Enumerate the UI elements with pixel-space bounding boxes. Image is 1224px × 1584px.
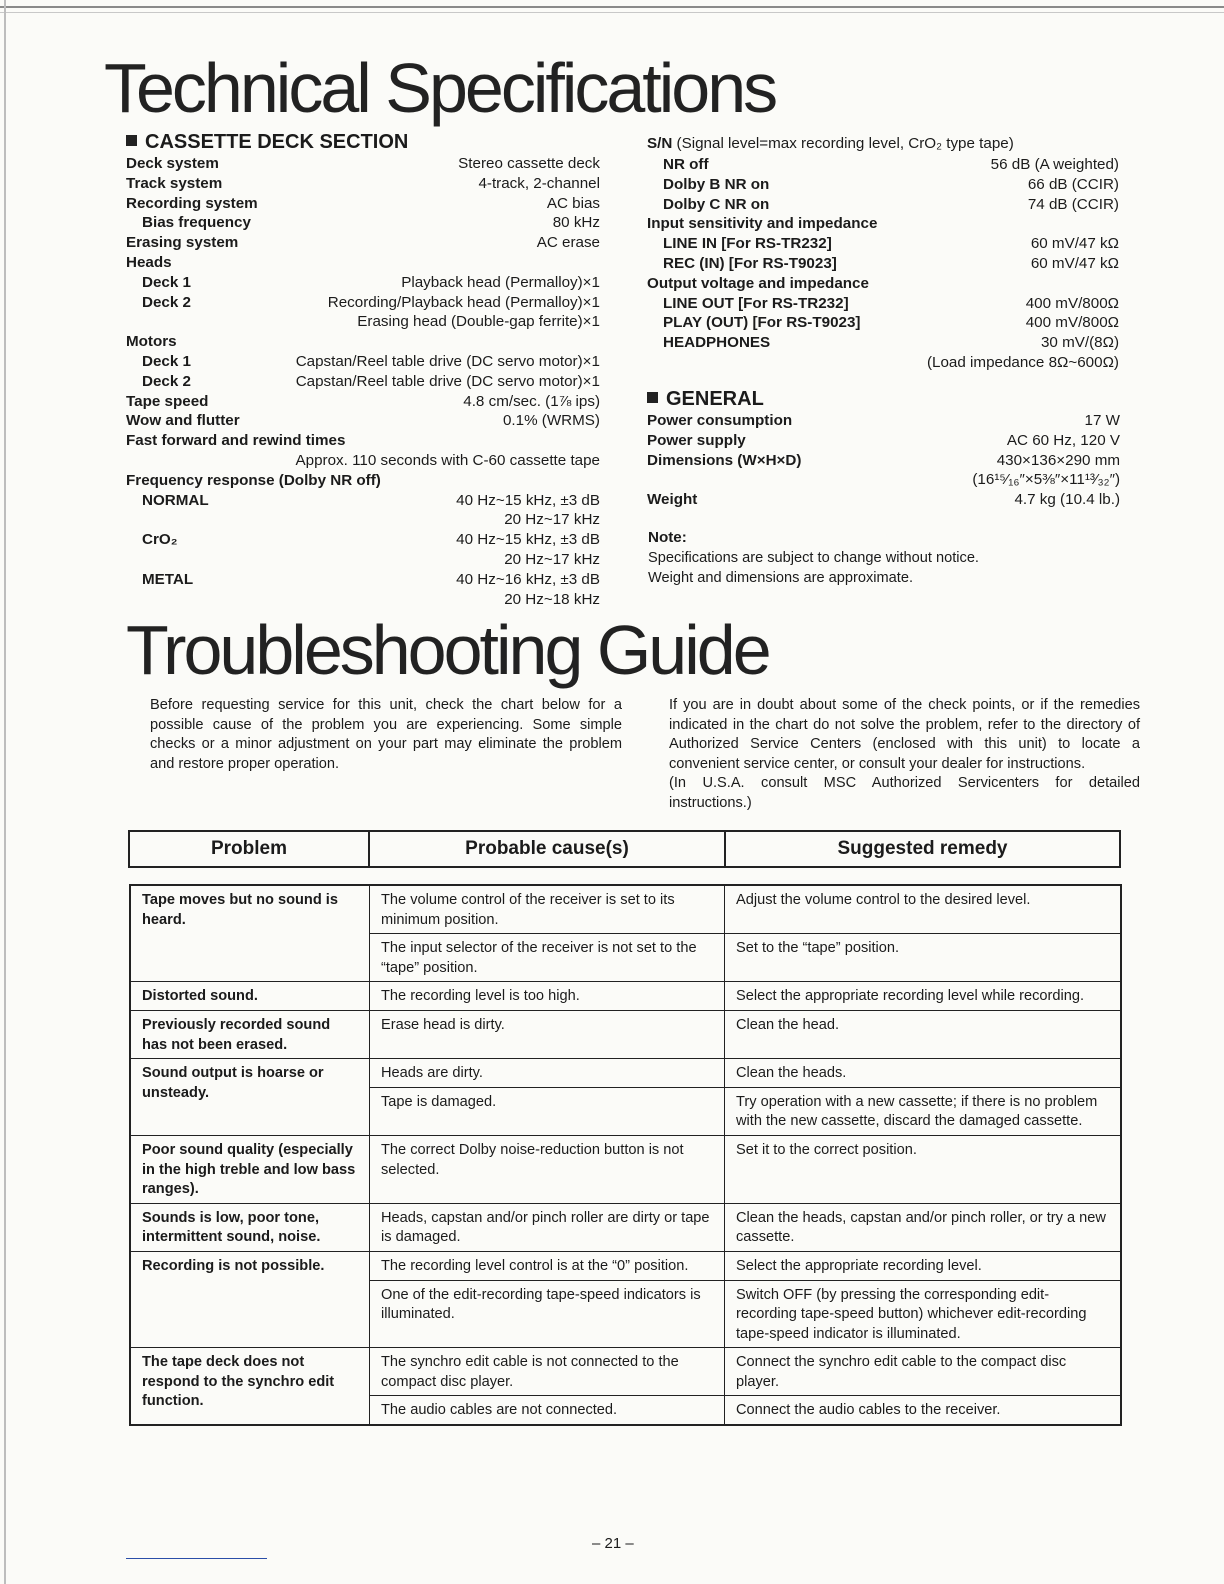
intro-left: Before requesting service for this unit, check the chart below for a possible cause of the problem you are experiencing. Some simple checks or a minor adjustment on your part may eliminate the problem and restore proper operation. <box>150 697 622 772</box>
spec-value: 430×136×290 mm <box>996 451 1120 469</box>
note-line: Weight and dimensions are approximate. <box>648 569 913 586</box>
cause-cell: One of the edit-recording tape-speed indicators is illuminated. <box>370 1280 725 1348</box>
spec-value: AC bias <box>546 194 600 212</box>
spec-label: Wow and flutter <box>126 412 240 430</box>
spec-value: 40 Hz~15 kHz, ±3 dB <box>456 531 600 549</box>
table-row <box>130 1059 1121 1088</box>
cause-cell: The recording level control is at the “0” position. <box>370 1251 725 1280</box>
spec-label: CrO₂ <box>142 531 178 549</box>
spec-value: 4.7 kg (10.4 lb.) <box>1014 491 1120 509</box>
spec-row <box>126 550 600 570</box>
intro-right-note: (In U.S.A. consult MSC Authorized Servicenters for detailed instructions.) <box>669 775 1140 811</box>
spec-label: Dolby B NR on <box>663 175 770 193</box>
remedy-cell: Clean the heads. <box>725 1059 1122 1088</box>
spec-label: Power consumption <box>647 412 793 429</box>
spec-value: Capstan/Reel table drive (DC servo motor)×1 <box>295 352 600 370</box>
spec-value: (Load impedance 8Ω~600Ω) <box>926 353 1119 371</box>
header-cause: Probable cause(s) <box>369 831 725 867</box>
spec-row <box>126 510 600 530</box>
spec-value: 40 Hz~15 kHz, ±3 dB <box>456 491 600 509</box>
spec-label: NORMAL <box>142 491 209 509</box>
spec-row <box>126 273 600 293</box>
spec-value: 400 mV/800Ω <box>1025 314 1119 332</box>
spec-row <box>126 233 600 253</box>
problem-cell: Tape moves but no sound is heard. <box>130 885 370 982</box>
spec-value: 80 kHz <box>552 214 600 232</box>
spec-row <box>126 491 600 511</box>
page-edge <box>4 0 6 1584</box>
remedy-cell: Connect the audio cables to the receiver. <box>725 1396 1122 1425</box>
spec-title: Technical Specifications <box>104 49 776 127</box>
square-bullet-icon <box>126 135 137 146</box>
spec-label: Deck 1 <box>142 352 191 370</box>
remedy-cell: Connect the synchro edit cable to the compact disc player. <box>725 1348 1122 1396</box>
spec-value: Stereo cassette deck <box>458 155 600 172</box>
note-line: Specifications are subject to change without notice. <box>648 550 979 566</box>
spec-row <box>647 411 1120 431</box>
spec-row <box>647 175 1119 195</box>
problem-cell: Recording is not possible. <box>130 1251 370 1347</box>
remedy-cell: Select the appropriate recording level. <box>725 1251 1122 1280</box>
spec-label: Deck 2 <box>142 372 191 390</box>
spec-value: 400 mV/800Ω <box>1025 294 1119 312</box>
spec-label: Dimensions (W×H×D) <box>647 451 802 469</box>
spec-value: 20 Hz~17 kHz <box>504 550 600 568</box>
spec-row <box>126 411 600 431</box>
sn-heading-text: (Signal level=max recording level, CrO₂ type tape) <box>672 135 1014 152</box>
spec-label: Input sensitivity and impedance <box>647 215 878 233</box>
general-heading <box>647 388 764 411</box>
footer-rule <box>126 1558 267 1559</box>
cassette-spec-list <box>126 154 600 609</box>
general-heading-text: GENERAL <box>666 388 764 410</box>
spec-value: 20 Hz~17 kHz <box>504 511 600 529</box>
spec-row <box>126 431 600 451</box>
spec-row <box>647 333 1119 353</box>
remedy-cell: Clean the head. <box>725 1010 1122 1058</box>
spec-row <box>126 194 600 214</box>
spec-label: Deck 2 <box>142 293 191 311</box>
header-remedy: Suggested remedy <box>725 831 1120 867</box>
intro-right-text: If you are in doubt about some of the check points, or if the remedies indicated in the chart do not solve the problem, refer to the directory of Authorized Service Centers (enclosed with this unit) to locate a convenient service center, or consult your dealer for instructions. <box>669 697 1140 772</box>
problem-cell: Sound output is hoarse or unsteady. <box>130 1059 370 1136</box>
cause-cell: Erase head is dirty. <box>370 1010 725 1058</box>
spec-label: LINE IN [For RS-TR232] <box>663 235 832 253</box>
spec-value: AC erase <box>536 234 600 252</box>
spec-row <box>126 213 600 233</box>
spec-row <box>647 214 1119 234</box>
spec-label: NR off <box>663 156 709 173</box>
spec-label: HEADPHONES <box>663 334 771 352</box>
cause-cell: The correct Dolby noise-reduction button is not selected. <box>370 1135 725 1203</box>
sn-heading <box>647 135 1014 152</box>
cause-cell: Heads are dirty. <box>370 1059 725 1088</box>
spec-value: Recording/Playback head (Permalloy)×1 <box>327 293 600 311</box>
top-rule-thin <box>0 12 1224 13</box>
spec-row <box>126 530 600 550</box>
remedy-cell: Select the appropriate recording level while recording. <box>725 982 1122 1011</box>
trouble-title: Troubleshooting Guide <box>126 611 769 689</box>
top-rule <box>0 6 1224 8</box>
spec-value: Capstan/Reel table drive (DC servo motor)×1 <box>295 372 600 390</box>
table-row <box>130 1203 1121 1251</box>
spec-row <box>647 234 1119 254</box>
spec-row <box>126 372 600 392</box>
spec-value: Playback head (Permalloy)×1 <box>401 273 600 291</box>
cause-cell: Tape is damaged. <box>370 1087 725 1135</box>
problem-cell: Sounds is low, poor tone, intermittent sound, noise. <box>130 1203 370 1251</box>
remedy-cell: Clean the heads, capstan and/or pinch roller, or try a new cassette. <box>725 1203 1122 1251</box>
spec-label: REC (IN) [For RS-T9023] <box>663 254 837 272</box>
remedy-cell: Set to the “tape” position. <box>725 934 1122 982</box>
spec-row <box>126 590 600 610</box>
spec-value: 40 Hz~16 kHz, ±3 dB <box>456 570 600 588</box>
spec-row <box>647 431 1120 451</box>
spec-row <box>647 274 1119 294</box>
spec-row <box>126 570 600 590</box>
spec-value: 17 W <box>1084 412 1120 429</box>
spec-value: Erasing head (Double-gap ferrite)×1 <box>357 313 600 331</box>
spec-label: Recording system <box>126 194 258 212</box>
sn-heading-label: S/N <box>647 135 673 152</box>
spec-label: Weight <box>647 491 698 509</box>
problem-cell: Poor sound quality (especially in the high treble and low bass ranges). <box>130 1135 370 1203</box>
spec-row <box>126 293 600 313</box>
table-row <box>130 982 1121 1011</box>
cause-cell: The volume control of the receiver is set to its minimum position. <box>370 885 725 934</box>
spec-value: 30 mV/(8Ω) <box>1040 334 1119 352</box>
spec-label: Erasing system <box>126 234 239 252</box>
problem-cell: Previously recorded sound has not been erased. <box>130 1010 370 1058</box>
troubleshooting-table <box>129 884 1122 1426</box>
table-header <box>128 830 1121 868</box>
spec-label: Bias frequency <box>142 214 251 232</box>
table-row <box>130 1135 1121 1203</box>
table-row <box>130 885 1121 934</box>
spec-value: 0.1% (WRMS) <box>502 412 600 430</box>
spec-row <box>126 451 600 471</box>
spec-row <box>647 155 1119 175</box>
spec-label: Dolby C NR on <box>663 195 770 213</box>
spec-row <box>647 451 1120 471</box>
spec-label: PLAY (OUT) [For RS-T9023] <box>663 314 861 332</box>
general-spec-list <box>647 411 1120 510</box>
spec-row <box>126 253 600 273</box>
spec-row <box>126 471 600 491</box>
cause-cell: The recording level is too high. <box>370 982 725 1011</box>
spec-label: METAL <box>142 570 194 588</box>
remedy-cell: Adjust the volume control to the desired level. <box>725 885 1122 934</box>
cause-cell: The synchro edit cable is not connected to the compact disc player. <box>370 1348 725 1396</box>
spec-value: 4-track, 2-channel <box>478 174 600 192</box>
square-bullet-icon <box>647 392 658 403</box>
spec-value: (16¹⁵⁄₁₆″×5⅜″×11¹³⁄₃₂″) <box>972 471 1120 489</box>
remedy-cell: Set it to the correct position. <box>725 1135 1122 1203</box>
header-problem: Problem <box>129 831 369 867</box>
spec-label: Deck system <box>126 155 219 172</box>
cassette-heading-text: CASSETTE DECK SECTION <box>145 131 409 153</box>
problem-cell: The tape deck does not respond to the synchro edit function. <box>130 1348 370 1425</box>
spec-value: 56 dB (A weighted) <box>990 156 1119 173</box>
table-row <box>130 1348 1121 1396</box>
spec-row <box>126 312 600 332</box>
spec-label: Heads <box>126 253 172 271</box>
table-row <box>130 1251 1121 1280</box>
spec-value: 60 mV/47 kΩ <box>1030 254 1119 272</box>
spec-row <box>647 294 1119 314</box>
spec-label: Frequency response (Dolby NR off) <box>126 471 381 489</box>
spec-value: AC 60 Hz, 120 V <box>1006 431 1120 449</box>
spec-label: Motors <box>126 333 177 351</box>
note-label: Note: <box>648 529 687 546</box>
spec-row <box>126 174 600 194</box>
table-row <box>130 1010 1121 1058</box>
spec-row <box>126 154 600 174</box>
spec-label: Tape speed <box>126 392 209 410</box>
spec-row <box>647 470 1120 490</box>
spec-row <box>647 195 1119 215</box>
page-number: – 21 – <box>592 1535 634 1552</box>
spec-row <box>647 353 1119 373</box>
problem-cell: Distorted sound. <box>130 982 370 1011</box>
spec-label: Fast forward and rewind times <box>126 432 346 450</box>
spec-row <box>126 392 600 412</box>
spec-label: Track system <box>126 174 223 192</box>
spec-row <box>647 490 1120 510</box>
cause-cell: The audio cables are not connected. <box>370 1396 725 1425</box>
spec-label: Deck 1 <box>142 273 191 291</box>
spec-row <box>647 313 1119 333</box>
spec-value: Approx. 110 seconds with C-60 cassette tape <box>295 451 600 469</box>
spec-value: 20 Hz~18 kHz <box>504 590 600 608</box>
note-text <box>648 549 979 589</box>
spec-label: Power supply <box>647 431 746 449</box>
spec-row <box>126 332 600 352</box>
spec-value: 60 mV/47 kΩ <box>1030 235 1119 253</box>
cause-cell: Heads, capstan and/or pinch roller are dirty or tape is damaged. <box>370 1203 725 1251</box>
spec-value: 4.8 cm/sec. (1⅞ ips) <box>463 392 600 410</box>
spec-row <box>126 352 600 372</box>
spec-label: LINE OUT [For RS-TR232] <box>663 294 849 312</box>
cause-cell: The input selector of the receiver is not set to the “tape” position. <box>370 934 725 982</box>
spec-row <box>647 254 1119 274</box>
remedy-cell: Switch OFF (by pressing the corresponding edit-recording tape-speed button) whichever edit-recording tape-speed indicator is illuminated. <box>725 1280 1122 1348</box>
spec-label: Output voltage and impedance <box>647 274 869 292</box>
sn-spec-list <box>647 155 1119 373</box>
spec-value: 74 dB (CCIR) <box>1027 195 1119 213</box>
cassette-heading <box>126 131 408 154</box>
spec-value: 66 dB (CCIR) <box>1027 175 1119 193</box>
intro-right <box>669 696 1140 814</box>
remedy-cell: Try operation with a new cassette; if there is no problem with the new cassette, discard the damaged cassette. <box>725 1087 1122 1135</box>
